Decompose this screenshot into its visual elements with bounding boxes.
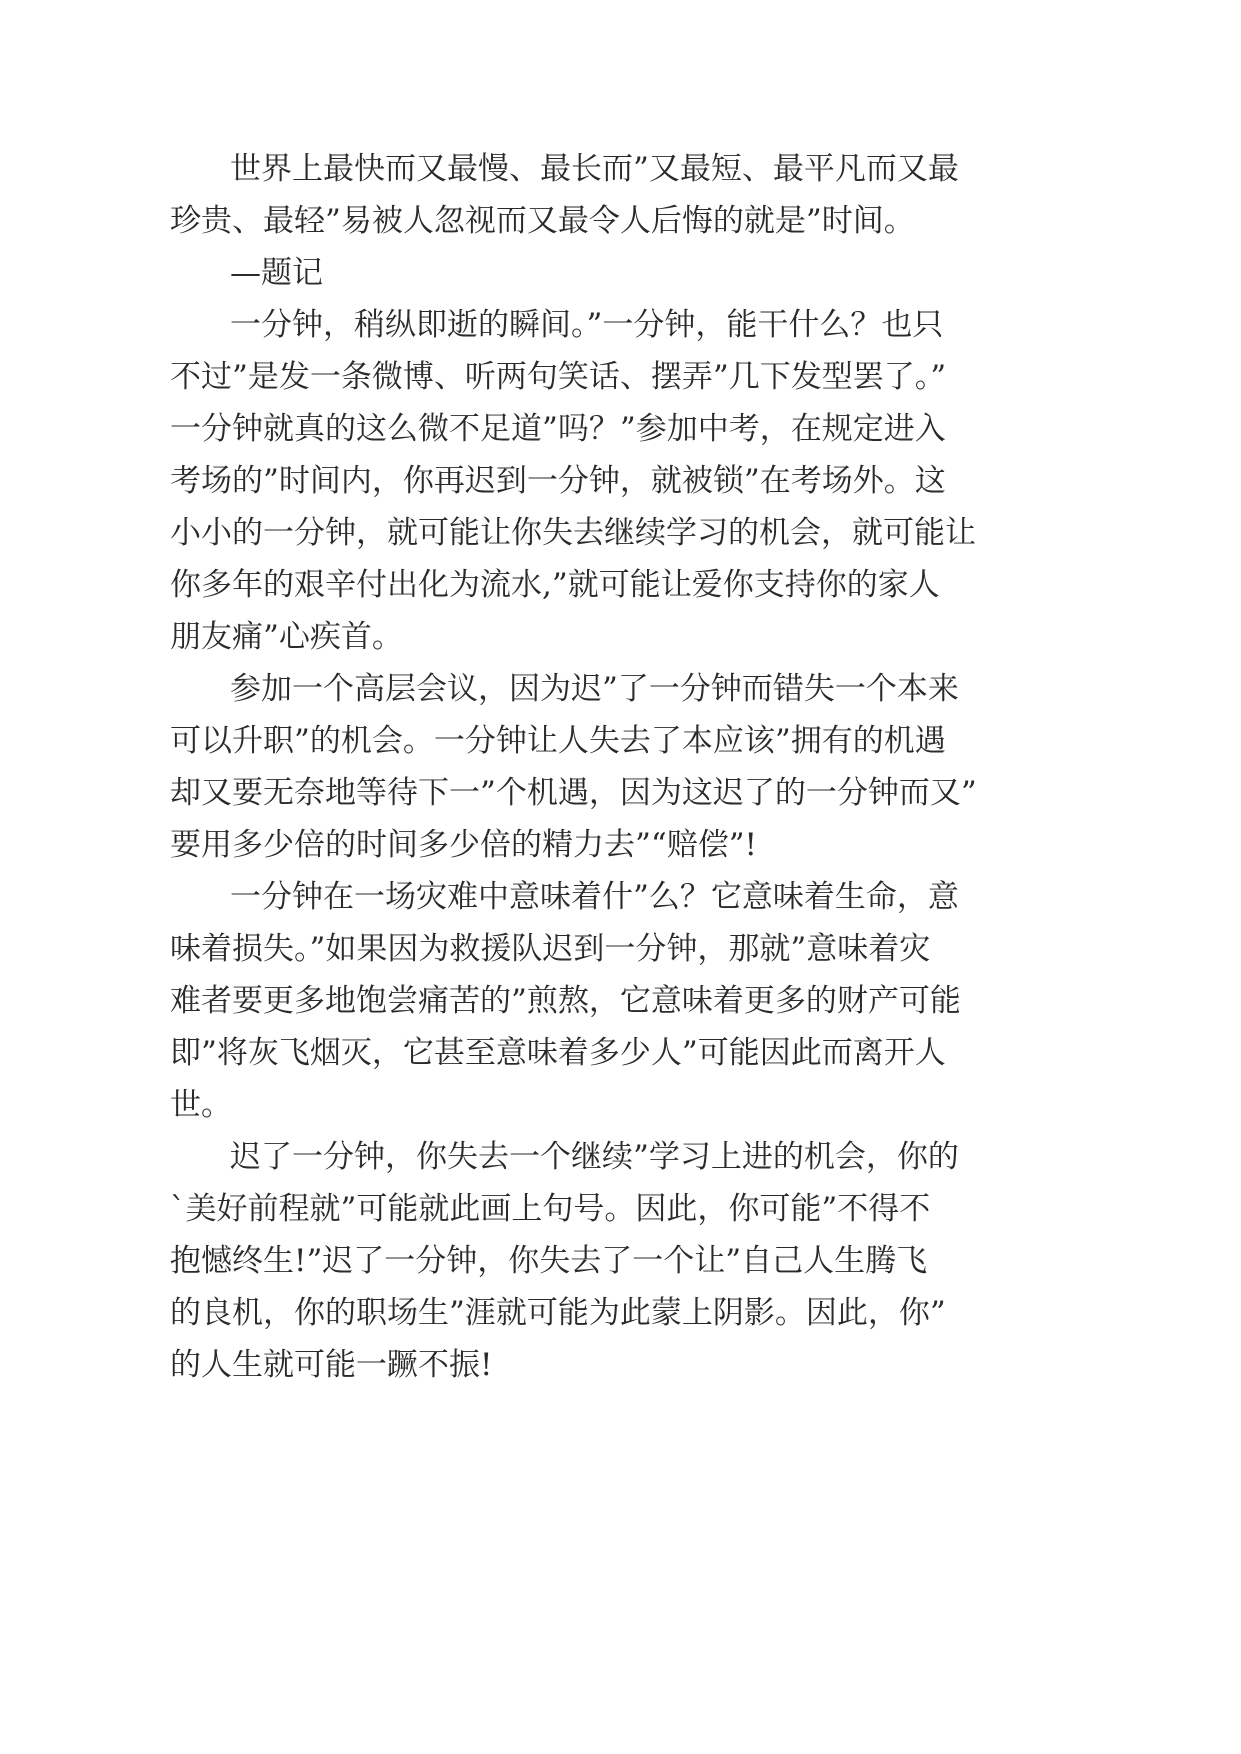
text-line: 珍贵、最轻”易被人忽视而又最令人后悔的就是”时间。: [170, 203, 915, 239]
text-line: 考场的”时间内，你再迟到一分钟，就被锁”在考场外。这: [170, 463, 946, 499]
text-line: 小小的一分钟，就可能让你失去继续学习的机会，就可能让: [170, 515, 976, 551]
text-line: 可以升职”的机会。一分钟让人失去了本应该”拥有的机遇: [170, 723, 946, 759]
text-line: 的良机，你的职场生”涯就可能为此蒙上阴影。因此，你”: [170, 1295, 946, 1331]
text-line: 世。: [170, 1087, 232, 1123]
text-line: 一分钟，稍纵即逝的瞬间。”一分钟，能干什么？也只: [230, 307, 944, 343]
text-line: 的人生就可能一蹶不振!: [170, 1347, 493, 1383]
text-line: 难者要更多地饱尝痛苦的”煎熬，它意味着更多的财产可能: [170, 983, 961, 1019]
epigraph-attribution: —题记: [230, 255, 323, 291]
text-line: 抱憾终生!”迟了一分钟，你失去了一个让”自己人生腾飞: [170, 1243, 928, 1279]
text-line: 一分钟在一场灾难中意味着什”么？它意味着生命，意: [230, 879, 959, 915]
text-line: 你多年的艰辛付出化为流水,”就可能让爱你支持你的家人: [170, 567, 940, 603]
text-line: 味着损失。”如果因为救援队迟到一分钟，那就”意味着灾: [170, 931, 931, 967]
text-line: 不过”是发一条微博、听两句笑话、摆弄”几下发型罢了。”: [170, 359, 947, 395]
text-line: 一分钟就真的这么微不足道”吗？”参加中考，在规定进入: [170, 411, 946, 447]
text-line: 却又要无奈地等待下一”个机遇，因为这迟了的一分钟而又”: [170, 775, 977, 811]
text-line: 即”将灰飞烟灭，它甚至意味着多少人”可能因此而离开人: [170, 1035, 946, 1071]
text-line: 要用多少倍的时间多少倍的精力去”“赔偿”!: [170, 827, 758, 863]
text-line: 世界上最快而又最慢、最长而”又最短、最平凡而又最: [230, 151, 959, 187]
text-line: 朋友痛”心疾首。: [170, 619, 403, 655]
text-line: `美好前程就”可能就此画上句号。因此，你可能”不得不: [170, 1191, 931, 1227]
text-line: 参加一个高层会议，因为迟”了一分钟而错失一个本来: [230, 671, 959, 707]
text-line: 迟了一分钟，你失去一个继续”学习上进的机会，你的: [230, 1139, 959, 1175]
